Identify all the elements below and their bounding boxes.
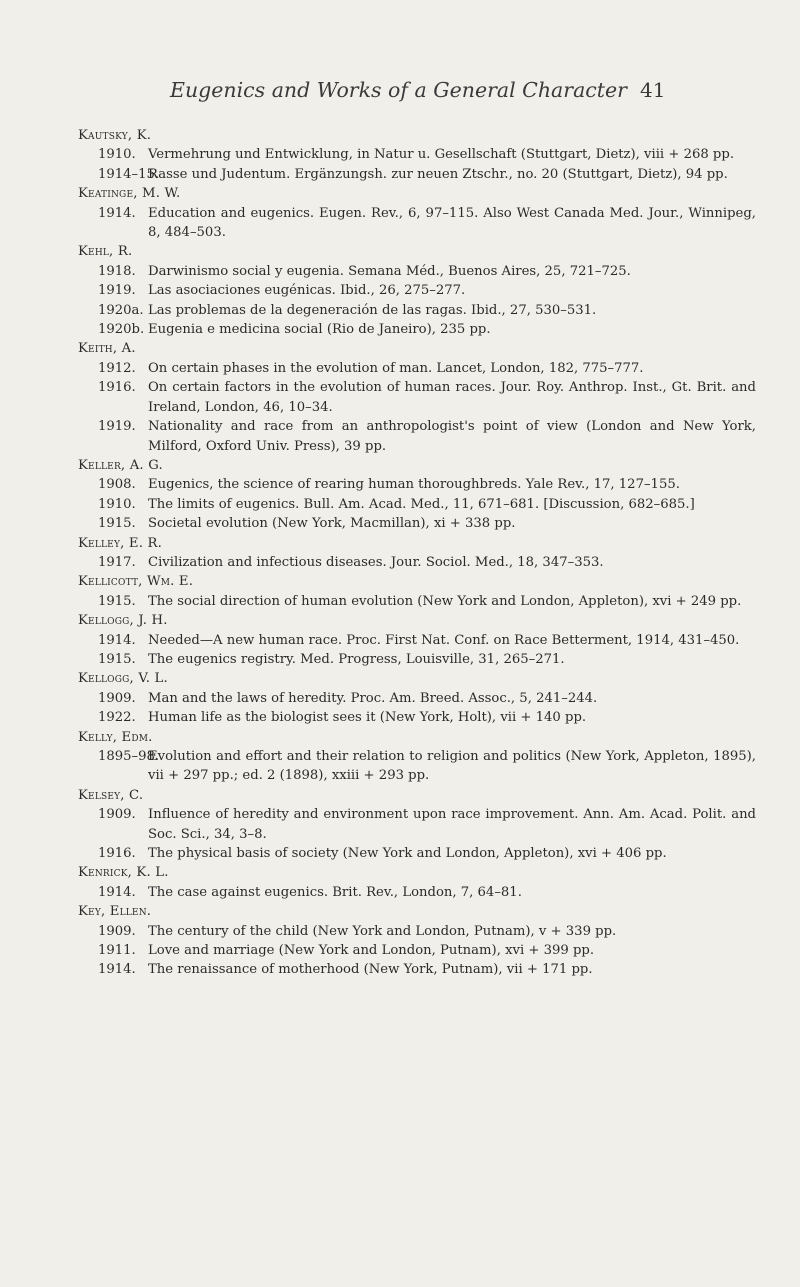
author-block — [78, 456, 778, 534]
entry-year: 1909. — [98, 923, 136, 939]
entry-citation: Influence of heredity and environment upon race improvement. Ann. Am. Acad. Polit. and Soc. Sci., 34, 3–8. — [148, 807, 756, 842]
entry-year: 1914. — [98, 962, 136, 978]
entry-year: 1918. — [98, 263, 136, 279]
entry-year: 1915. — [98, 651, 136, 667]
entry-year: 1920b. — [98, 322, 145, 338]
entry-year: 1917. — [98, 554, 136, 570]
author-block — [78, 242, 778, 339]
author-block — [78, 184, 778, 242]
bibliography-entry — [78, 495, 778, 514]
author-name: Key, Ellen. — [78, 904, 152, 920]
entry-citation: Rasse und Judentum. Ergänzungsh. zur neuen Ztschr., no. 20 (Stuttgart, Dietz), 94 pp. — [148, 166, 728, 182]
author-block — [78, 339, 778, 455]
entry-year: 1911. — [98, 943, 136, 959]
bibliography-list — [78, 126, 778, 980]
author-name: Keith, A. — [78, 341, 136, 357]
page-header — [0, 78, 800, 112]
author-name: Kelley, E. R. — [78, 535, 163, 551]
entry-year: 1914. — [98, 632, 136, 648]
entry-year: 1915. — [98, 516, 136, 532]
entry-year: 1914–15. — [98, 166, 160, 182]
entry-year: 1919. — [98, 283, 136, 299]
bibliography-entry — [78, 514, 778, 533]
author-block — [78, 786, 778, 864]
author-name: Keller, A. G. — [78, 457, 163, 473]
author-name: Kautsky, K. — [78, 128, 152, 143]
bibliography-entry — [78, 805, 778, 844]
entry-citation: The limits of eugenics. Bull. Am. Acad. Med., 11, 671–681. [Discussion, 682–685.] — [148, 496, 695, 512]
author-name: Kellogg, J. H. — [78, 613, 168, 629]
bibliography-entry — [78, 708, 778, 727]
entry-citation: Civilization and infectious diseases. Jour. Sociol. Med., 18, 347–353. — [148, 554, 604, 570]
entry-year: 1909. — [98, 807, 136, 823]
entry-citation: Needed—A new human race. Proc. First Nat. Conf. on Race Betterment, 1914, 431–450. — [148, 632, 740, 648]
entry-citation: On certain phases in the evolution of man. Lancet, London, 182, 775–777. — [148, 360, 644, 376]
bibliography-entry — [78, 320, 778, 339]
entry-citation: Las problemas de la degeneración de las ragas. Ibid., 27, 530–531. — [148, 302, 597, 318]
entry-citation: Las asociaciones eugénicas. Ibid., 26, 275–277. — [148, 283, 466, 299]
entry-citation: On certain factors in the evolution of human races. Jour. Roy. Anthrop. Inst., Gt. Brit. and Ireland, London, 46, 10–34. — [148, 380, 756, 415]
bibliography-entry — [78, 359, 778, 378]
bibliography-entry — [78, 689, 778, 708]
entry-year: 1916. — [98, 846, 136, 862]
bibliography-entry — [78, 204, 778, 243]
author-block — [78, 669, 778, 727]
entry-year: 1919. — [98, 419, 136, 435]
entry-year: 1895–98. — [98, 749, 160, 764]
entry-citation: Nationality and race from an anthropologist's point of view (London and New York, Milford, Oxford Univ. Press), 39 pp. — [148, 419, 756, 454]
bibliography-entry — [78, 281, 778, 300]
bibliography-entry — [78, 941, 778, 960]
entry-year: 1912. — [98, 360, 136, 376]
bibliography-entry — [78, 378, 778, 417]
author-block — [78, 572, 778, 611]
entry-citation: Love and marriage (New York and London, Putnam), xvi + 399 pp. — [148, 943, 595, 959]
entry-year: 1909. — [98, 690, 136, 706]
bibliography-entry — [78, 145, 778, 164]
entry-year: 1920a. — [98, 302, 144, 318]
author-block — [78, 534, 778, 573]
entry-year: 1910. — [98, 147, 136, 163]
entry-citation: Eugenics, the science of rearing human thoroughbreds. Yale Rev., 17, 127–155. — [148, 477, 680, 493]
page-number: 41 — [640, 78, 666, 102]
entry-year: 1922. — [98, 710, 136, 726]
author-name: Kelsey, C. — [78, 787, 144, 803]
entry-citation: Education and eugenics. Eugen. Rev., 6, 97–115. Also West Canada Med. Jour., Winnipeg, 8, 484–503. — [148, 205, 756, 241]
author-name: Kellicott, Wm. E. — [78, 574, 194, 590]
bibliography-entry — [78, 417, 778, 456]
entry-year: 1908. — [98, 477, 136, 493]
entry-year: 1916. — [98, 380, 136, 396]
bibliography-entry — [78, 553, 778, 572]
author-name: Kehl, R. — [78, 244, 133, 260]
entry-citation: Societal evolution (New York, Macmillan), xi + 338 pp. — [148, 516, 516, 532]
author-name: Keatinge, M. W. — [78, 186, 181, 202]
entry-citation: The eugenics registry. Med. Progress, Louisville, 31, 265–271. — [148, 651, 565, 667]
author-block — [78, 611, 778, 669]
bibliography-entry — [78, 747, 778, 786]
author-block — [78, 902, 778, 980]
bibliography-entry — [78, 883, 778, 902]
author-block — [78, 126, 778, 184]
entry-citation: Vermehrung und Entwicklung, in Natur u. Gesellschaft (Stuttgart, Dietz), viii + 268 pp. — [148, 147, 735, 163]
author-block — [78, 863, 778, 902]
entry-citation: Darwinismo social y eugenia. Semana Méd., Buenos Aires, 25, 721–725. — [148, 263, 631, 279]
bibliography-entry — [78, 301, 778, 320]
entry-citation: The social direction of human evolution (New York and London, Appleton), xvi + 249 pp. — [148, 593, 742, 609]
bibliography-entry — [78, 844, 778, 863]
bibliography-entry — [78, 922, 778, 941]
bibliography-entry — [78, 165, 778, 184]
author-name: Kellogg, V. L. — [78, 671, 168, 687]
author-name: Kenrick, K. L. — [78, 865, 169, 881]
entry-year: 1915. — [98, 593, 136, 609]
entry-citation: The renaissance of motherhood (New York, Putnam), vii + 171 pp. — [148, 962, 593, 978]
entry-citation: Man and the laws of heredity. Proc. Am. Breed. Assoc., 5, 241–244. — [148, 690, 598, 706]
bibliography-entry — [78, 475, 778, 494]
entry-year: 1914. — [98, 205, 136, 221]
entry-citation: The physical basis of society (New York and London, Appleton), xvi + 406 pp. — [148, 846, 667, 862]
entry-year: 1910. — [98, 496, 136, 512]
author-name: Kelly, Edm. — [78, 729, 153, 745]
bibliography-entry — [78, 262, 778, 281]
author-block — [78, 728, 778, 786]
entry-year: 1914. — [98, 884, 136, 900]
bibliography-entry — [78, 960, 778, 979]
entry-citation: The century of the child (New York and London, Putnam), v + 339 pp. — [148, 923, 617, 939]
entry-citation: Human life as the biologist sees it (New York, Holt), vii + 140 pp. — [148, 710, 587, 726]
running-title: Eugenics and Works of a General Character — [170, 78, 627, 102]
entry-citation: The case against eugenics. Brit. Rev., London, 7, 64–81. — [148, 884, 522, 900]
bibliography-entry — [78, 650, 778, 669]
entry-citation: Evolution and effort and their relation to religion and politics (New York, Appleton, 1895), vii + 297 pp.; ed. 2 (1898), xxiii + 293 pp. — [148, 749, 756, 784]
bibliography-entry — [78, 592, 778, 611]
bibliography-entry — [78, 631, 778, 650]
entry-citation: Eugenia e medicina social (Rio de Janeiro), 235 pp. — [148, 322, 491, 338]
